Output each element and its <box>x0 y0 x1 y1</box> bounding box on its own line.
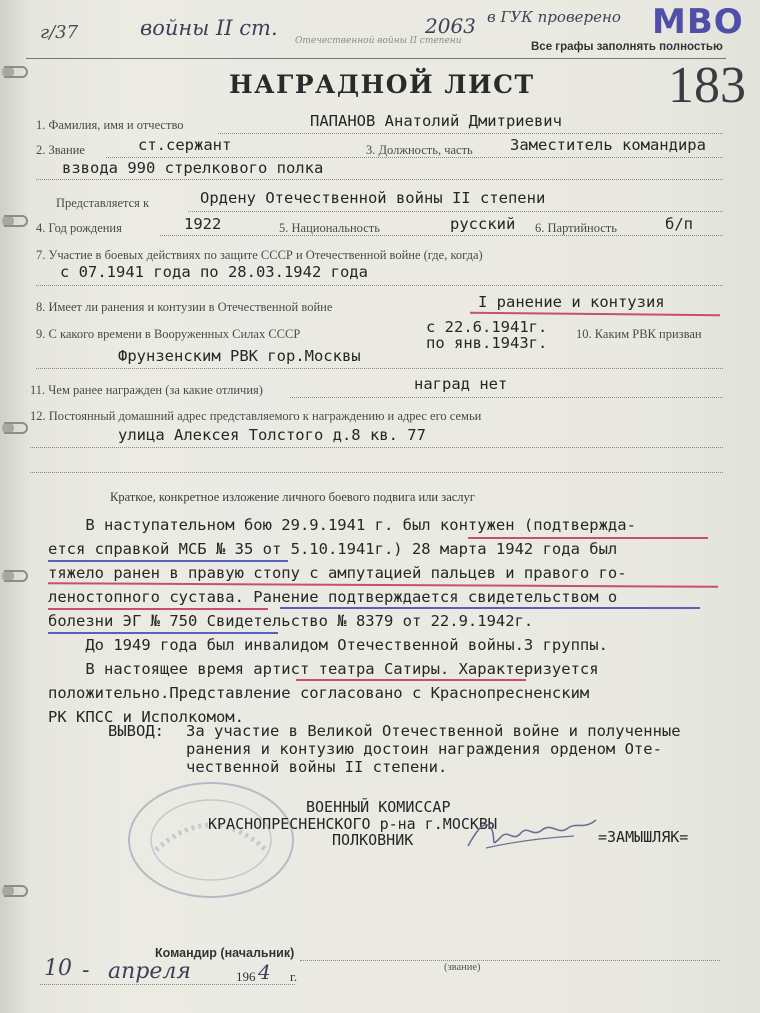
date-separator: - <box>82 958 90 983</box>
feat-heading: Краткое, конкретное изложение личного боевого подвига или заслуг <box>110 490 475 504</box>
field-5-label: 5. Национальность <box>279 221 380 235</box>
field-rule <box>30 472 723 473</box>
presented-value: Ордену Отечественной войны II степени <box>200 189 546 207</box>
field-6-value: б/п <box>665 215 693 233</box>
field-10-label: 10. Каким РВК призван <box>576 327 702 341</box>
all-columns-note: Все графы заполнять полностью <box>531 41 723 53</box>
feat-line: В наступательном бою 29.9.1941 г. был контужен (подтвержда- <box>48 516 636 534</box>
conclusion-line: За участие в Великой Отечественной войне и полученные <box>186 722 681 740</box>
red-pencil-underline <box>468 537 708 539</box>
field-8-label: 8. Имеет ли ранения и контузии в Отечественной войне <box>36 300 333 314</box>
page-title: НАГРАДНОЙ ЛИСТ <box>229 70 535 99</box>
field-rule <box>188 211 723 212</box>
mbo-stamp: МВО <box>652 2 744 42</box>
sheet-number: 183 <box>668 57 746 114</box>
presented-label: Представляется к <box>56 196 150 210</box>
blue-pencil-underline <box>280 607 700 609</box>
handwritten-signature <box>462 808 602 854</box>
red-pencil-underline <box>470 312 720 317</box>
red-pencil-underline <box>296 679 526 681</box>
field-9-label: 9. С какого времени в Вооруженных Силах СССР <box>36 327 301 341</box>
blue-pencil-underline <box>48 632 278 634</box>
handwritten-order-note: войны II ст. <box>140 16 278 40</box>
field-4-label: 4. Год рождения <box>36 221 122 235</box>
field-rule <box>36 179 723 180</box>
feat-line: положительно.Представление согласовано с Краснопресненским <box>48 684 590 702</box>
field-3-value: Заместитель командира <box>510 136 706 154</box>
conclusion-label: ВЫВОД: <box>108 722 164 740</box>
faint-typed-note: Отечественной войны II степени <box>295 36 462 46</box>
binding-ring <box>4 570 28 582</box>
blue-pencil-underline <box>48 560 288 562</box>
date-rule <box>40 984 295 985</box>
year-digit: 4 <box>258 960 271 984</box>
field-7-label: 7. Участие в боевых действиях по защите СССР и Отечественной войне (где, когда) <box>36 248 483 262</box>
conclusion-line: чественной войны II степени. <box>186 758 448 776</box>
field-4-value: 1922 <box>184 215 222 233</box>
rank-label: (звание) <box>444 962 481 973</box>
field-5-value: русский <box>450 215 516 233</box>
field-rule <box>218 133 723 134</box>
field-7-value: с 07.1941 года по 28.03.1942 года <box>60 263 368 281</box>
round-seal <box>126 780 296 900</box>
handwritten-corner: г/37 <box>40 22 79 43</box>
field-11-label: 11. Чем ранее награжден (за какие отличия) <box>30 383 263 397</box>
year-suffix: г. <box>290 969 298 984</box>
binding-ring <box>4 215 28 227</box>
field-rule <box>30 447 723 448</box>
signature-line-1: ВОЕННЫЙ КОМИССАР <box>306 798 451 816</box>
year-prefix: 196 <box>236 969 256 984</box>
date-day: 10 <box>44 956 72 981</box>
handwritten-ref-number: 2063 <box>425 14 476 38</box>
signature-line-2: КРАСНОПРЕСНЕНСКОГО р-на г.МОСКВЫ <box>208 815 497 833</box>
header-rule <box>26 58 726 59</box>
feat-line: леностопного сустава. Ранение подтверждается свидетельством о <box>48 588 618 606</box>
signature-line-3: ПОЛКОВНИК <box>332 831 414 849</box>
feat-line: В настоящее время артист театра Сатиры. Характеризуется <box>48 660 599 678</box>
field-rule <box>160 235 723 236</box>
field-8-value: I ранение и контузия <box>478 293 665 311</box>
binding-ring <box>4 885 28 897</box>
field-11-value: наград нет <box>414 375 508 393</box>
red-pencil-underline <box>48 582 718 588</box>
feat-line: болезни ЭГ № 750 Свидетельство № 8379 от 22.9.1942г. <box>48 612 534 630</box>
feat-line: тяжело ранен в правую стопу с ампутацией пальцев и правого го- <box>48 564 627 582</box>
conclusion-line: ранения и контузию достоин награждения орденом Оте- <box>186 740 662 758</box>
handwritten-check-note: в ГУК проверено <box>487 8 621 26</box>
signature-name: =ЗАМЫШЛЯК= <box>598 828 689 846</box>
commander-label: Командир (начальник) <box>155 946 295 960</box>
field-rule <box>290 397 723 398</box>
field-1-value: ПАПАНОВ Анатолий Дмитриевич <box>310 112 562 130</box>
red-pencil-underline <box>48 608 268 610</box>
field-2-label: 2. Звание <box>36 143 85 157</box>
field-rule <box>36 368 723 369</box>
field-3-label: 3. Должность, часть <box>366 143 473 157</box>
field-12-label: 12. Постоянный домашний адрес представляемого к награждению и адрес его семьи <box>30 409 482 423</box>
field-rule <box>106 157 723 158</box>
field-1-label: 1. Фамилия, имя и отчество <box>36 118 184 132</box>
field-2-value: ст.сержант <box>138 136 232 154</box>
feat-line: ется справкой МСБ № 35 от 5.10.1941г.) 28 марта 1942 года был <box>48 540 618 558</box>
binding-ring <box>4 422 28 434</box>
feat-line: До 1949 года был инвалидом Отечественной войны.3 группы. <box>48 636 608 654</box>
field-rule <box>36 285 723 286</box>
field-12-value: улица Алексея Толстого д.8 кв. 77 <box>118 426 426 444</box>
field-rule <box>300 960 720 961</box>
field-9-value: с 22.6.1941г. <box>426 318 548 336</box>
date-month: апреля <box>108 959 191 984</box>
feat-line: РК КПСС и Исполкомом. <box>48 708 244 726</box>
binding-ring <box>4 66 28 78</box>
field-10-value: Фрунзенским РВК гор.Москвы <box>118 347 361 365</box>
field-6-label: 6. Партийность <box>535 221 617 235</box>
field-9-value-line2: по янв.1943г. <box>426 334 548 352</box>
field-3-value-line2: взвода 990 стрелкового полка <box>62 159 324 177</box>
